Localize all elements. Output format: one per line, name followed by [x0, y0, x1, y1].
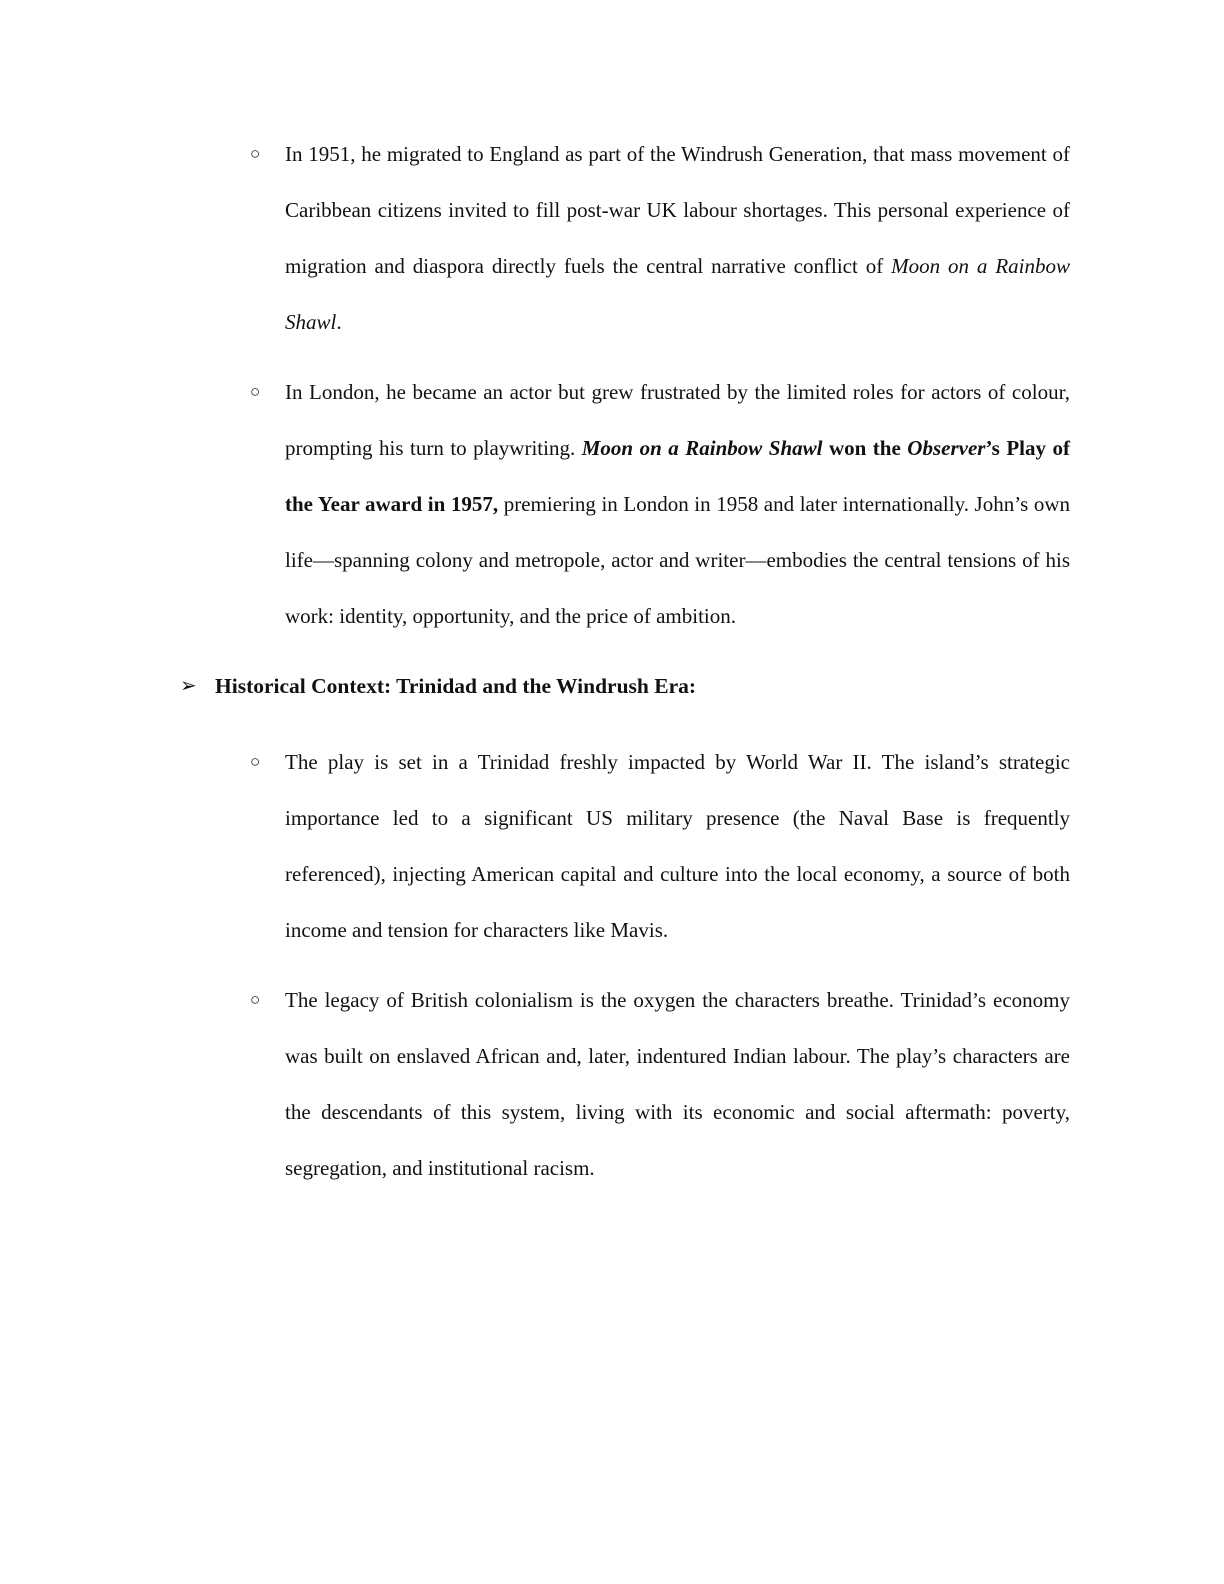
circle-bullet-icon: ○ — [250, 752, 261, 771]
section-heading-historical-context: Historical Context: Trinidad and the Windrush Era: — [215, 674, 697, 698]
bullet-item — [180, 972, 1070, 1196]
text-segment: . — [336, 310, 342, 334]
text-segment: The legacy of British colonialism is the oxygen the characters breathe. Trinidad’s economy was built on enslaved African and, later, indentured Indian labour. The play’s characters are the descendants of this system, living with its economic and social aftermath: poverty, segregation, and institutional racism. — [285, 988, 1070, 1180]
text-segment-bold: won the — [822, 436, 908, 460]
circle-bullet-icon: ○ — [250, 144, 261, 163]
text-segment: In London, he became an actor but grew frustrated by the limited roles for actors of colour, prompting his turn to playwriting. — [285, 380, 1070, 460]
paragraph-trinidad-ww2 — [285, 734, 1070, 958]
text-segment-title-bold-italic: Moon on a Rainbow Shawl — [581, 436, 823, 460]
circle-bullet-icon: ○ — [250, 382, 261, 401]
text-segment-observer-bold-italic: Observer — [907, 436, 986, 460]
arrow-bullet-icon: ➢ — [180, 675, 197, 697]
text-segment: The play is set in a Trinidad freshly impacted by World War II. The island’s strategic importance led to a significant US military presence (the Naval Base is frequently referenced), injecting American capital and culture into the local economy, a source of both income and tension for characters like Mavis. — [285, 750, 1070, 942]
paragraph-london-playwriting — [285, 364, 1070, 644]
bullet-item — [180, 364, 1070, 644]
text-segment: In 1951, he migrated to England as part of the Windrush Generation, that mass movement of Caribbean citizens invited to fill post-war UK labour shortages. This personal experience of migration and diaspora directly fuels the central narrative conflict of — [285, 142, 1070, 278]
paragraph-colonial-legacy — [285, 972, 1070, 1196]
text-segment: premiering in London in 1958 and later internationally. John’s own life—spanning colony and metropole, actor and writer—embodies the central tensions of his work: identity, opportunity, and the price of ambition. — [285, 492, 1070, 628]
bullet-item — [180, 734, 1070, 958]
circle-bullet-icon: ○ — [250, 990, 261, 1009]
heading-item — [180, 658, 1070, 714]
text-segment-bold: ’s Play of the Year award in 1957, — [285, 436, 1070, 516]
paragraph-windrush-migration — [285, 126, 1070, 350]
bullet-item — [180, 126, 1070, 350]
text-segment-title-italic: Moon on a Rainbow Shawl — [285, 254, 1070, 334]
